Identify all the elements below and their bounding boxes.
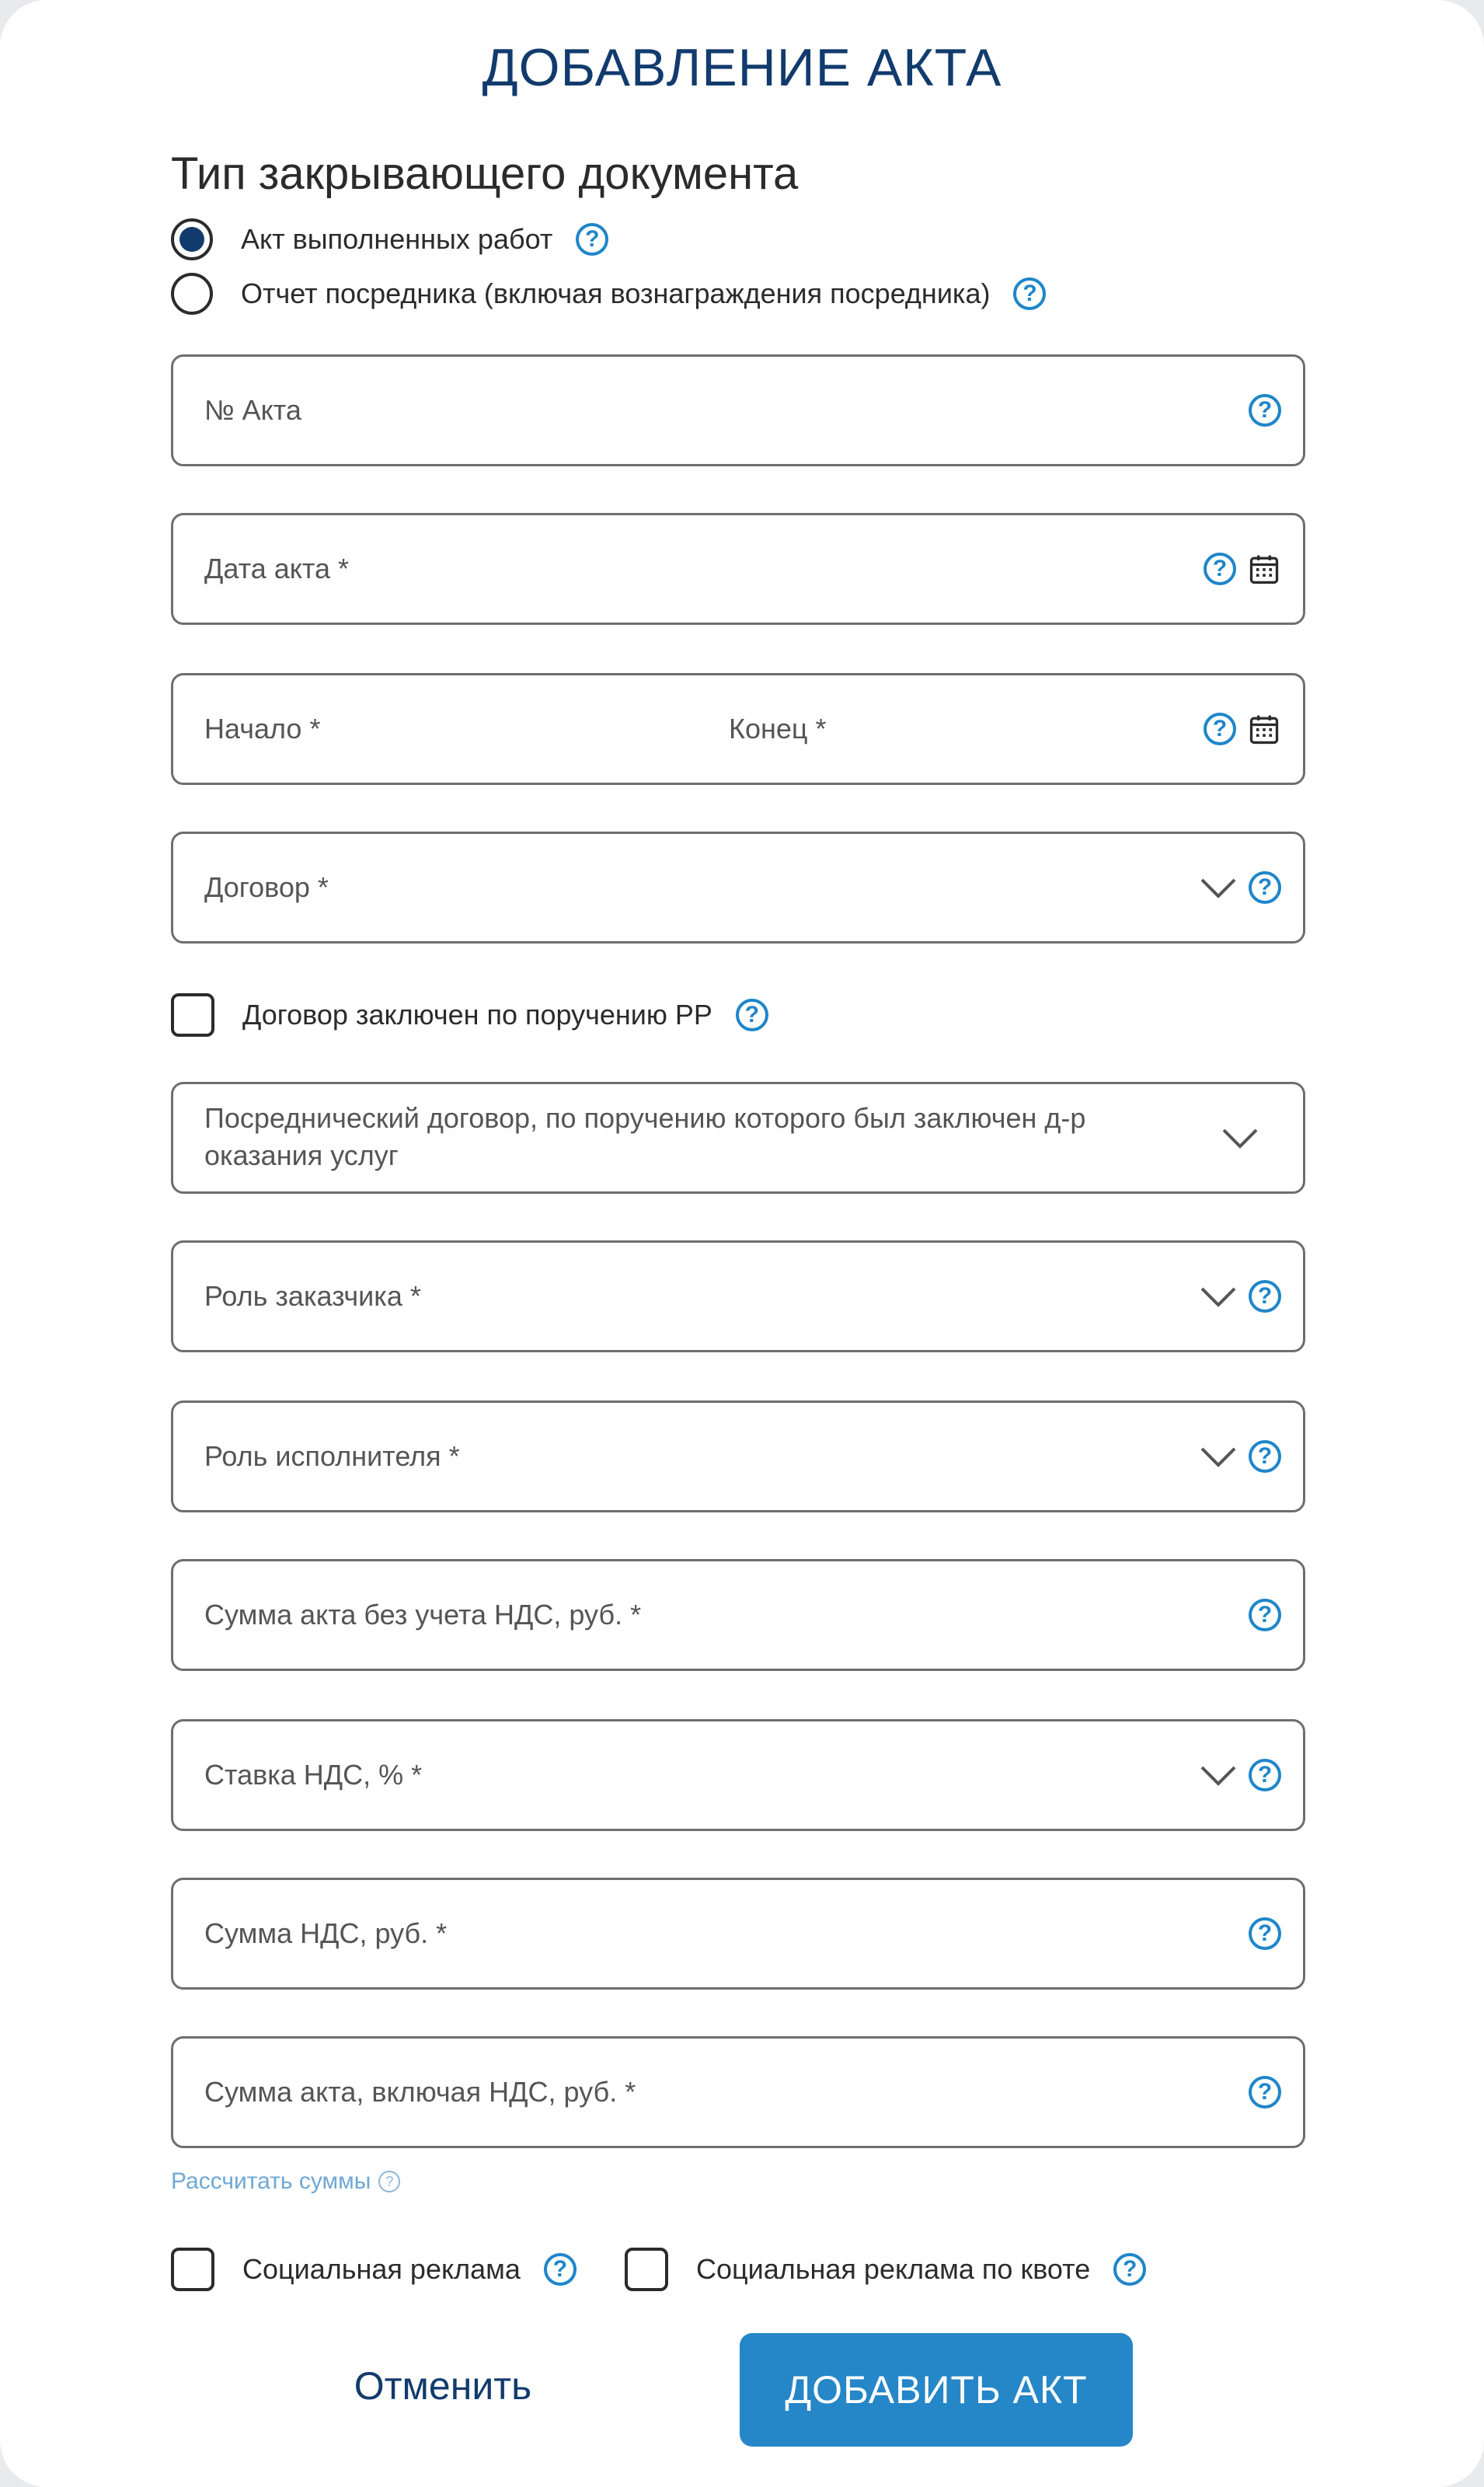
- social-ad-checkbox-row[interactable]: [171, 2246, 577, 2293]
- radio-option-act[interactable]: [171, 216, 608, 263]
- help-icon[interactable]: ?: [378, 2171, 400, 2192]
- social-ad-quota-checkbox-row[interactable]: [625, 2246, 1146, 2293]
- help-icon[interactable]: ?: [1249, 394, 1281, 427]
- chevron-down-icon[interactable]: [1199, 1285, 1238, 1308]
- help-icon[interactable]: ?: [1204, 713, 1236, 745]
- rr-contract-checkbox[interactable]: [171, 993, 214, 1037]
- act-number-placeholder: № Акта: [204, 394, 301, 426]
- help-icon[interactable]: ?: [1249, 1440, 1281, 1473]
- chevron-down-icon[interactable]: [1199, 876, 1238, 899]
- vat-amount-input[interactable]: [171, 1878, 1305, 1990]
- help-icon[interactable]: ?: [1013, 277, 1046, 310]
- help-icon[interactable]: ?: [544, 2253, 577, 2286]
- radio-button[interactable]: [171, 273, 213, 315]
- calculate-sums-label: Рассчитать суммы: [171, 2168, 371, 2194]
- customer-role-select[interactable]: [171, 1240, 1305, 1352]
- chevron-down-icon[interactable]: [1199, 1445, 1238, 1468]
- calculate-sums-link[interactable]: [171, 2168, 400, 2195]
- contractor-role-placeholder: Роль исполнителя *: [204, 1440, 460, 1472]
- social-ad-label: Социальная реклама: [242, 2253, 521, 2285]
- help-icon[interactable]: ?: [576, 223, 608, 256]
- contractor-role-select[interactable]: [171, 1400, 1305, 1512]
- social-ad-quota-checkbox[interactable]: [625, 2248, 668, 2291]
- amount-without-vat-placeholder: Сумма акта без учета НДС, руб. *: [204, 1599, 642, 1631]
- chevron-down-icon[interactable]: [1221, 1126, 1259, 1149]
- radio-option-intermediary-report[interactable]: [171, 270, 1046, 317]
- help-icon[interactable]: ?: [1249, 1280, 1281, 1313]
- radio-button-selected[interactable]: [171, 218, 213, 260]
- vat-rate-select[interactable]: [171, 1719, 1305, 1831]
- help-icon[interactable]: ?: [1249, 1759, 1281, 1791]
- social-ad-quota-label: Социальная реклама по квоте: [696, 2253, 1091, 2285]
- help-icon[interactable]: ?: [1249, 1599, 1281, 1631]
- help-icon[interactable]: ?: [1249, 2076, 1281, 2109]
- act-date-input[interactable]: [171, 513, 1305, 625]
- radio-label-act: Акт выполненных работ: [241, 223, 553, 255]
- help-icon[interactable]: ?: [1113, 2253, 1146, 2286]
- amount-with-vat-placeholder: Сумма акта, включая НДС, руб. *: [204, 2076, 636, 2108]
- customer-role-placeholder: Роль заказчика *: [204, 1280, 421, 1312]
- chevron-down-icon[interactable]: [1199, 1763, 1238, 1787]
- act-number-input[interactable]: [171, 354, 1305, 466]
- period-start-placeholder: Начало *: [204, 713, 321, 745]
- intermediary-contract-select[interactable]: [171, 1082, 1305, 1194]
- contract-placeholder: Договор *: [204, 871, 329, 903]
- amount-with-vat-input[interactable]: [171, 2036, 1305, 2148]
- calendar-icon[interactable]: [1247, 712, 1281, 746]
- amount-without-vat-input[interactable]: [171, 1559, 1305, 1671]
- help-icon[interactable]: ?: [1249, 1917, 1281, 1950]
- radio-label-intermediary-report: Отчет посредника (включая вознаграждения посредника): [241, 277, 991, 309]
- vat-amount-placeholder: Сумма НДС, руб. *: [204, 1917, 448, 1949]
- contract-select[interactable]: [171, 832, 1305, 944]
- cancel-button[interactable]: Отменить: [354, 2364, 532, 2408]
- period-input[interactable]: [171, 673, 1305, 785]
- help-icon[interactable]: ?: [1249, 871, 1281, 904]
- social-ad-checkbox[interactable]: [171, 2248, 214, 2291]
- act-date-placeholder: Дата акта *: [204, 553, 350, 584]
- help-icon[interactable]: ?: [1204, 553, 1236, 585]
- period-end-placeholder: Конец *: [729, 713, 827, 745]
- modal-title: ДОБАВЛЕНИЕ АКТА: [482, 38, 1002, 97]
- intermediary-contract-placeholder: Посреднический договор, по поручению которого был заключен д-р оказания услуг: [204, 1102, 1086, 1171]
- calendar-icon[interactable]: [1247, 552, 1281, 586]
- vat-rate-placeholder: Ставка НДС, % *: [204, 1759, 423, 1791]
- document-type-heading: Тип закрывающего документа: [171, 148, 799, 199]
- rr-contract-label: Договор заключен по поручению РР: [242, 999, 712, 1031]
- help-icon[interactable]: ?: [736, 999, 768, 1031]
- rr-contract-checkbox-row[interactable]: [171, 992, 768, 1038]
- add-act-button[interactable]: ДОБАВИТЬ АКТ: [740, 2333, 1133, 2447]
